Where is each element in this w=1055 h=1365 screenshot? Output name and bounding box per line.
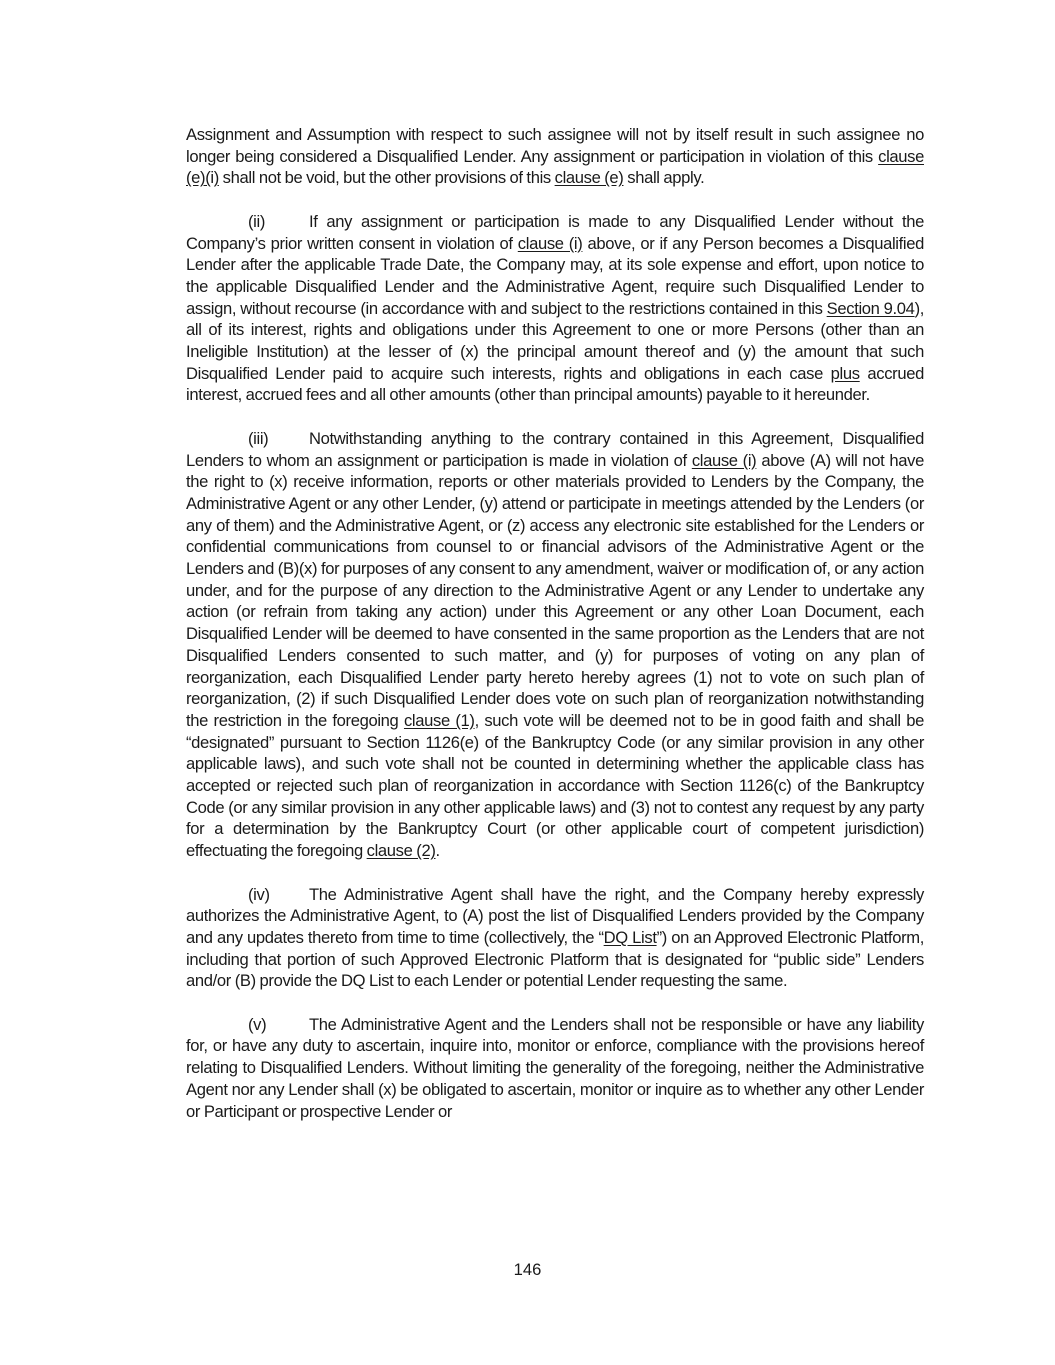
paragraph-label: (iv) — [248, 884, 270, 904]
text-run: The Administrative Agent and the Lenders shall not be responsible or have any liability for, or have any duty to ascertain, inquire into, monitor or enforce, compliance with the provisions hereof relating to Disqualified Lenders. Without limiting the generality of the foregoing, neither the Administrative Agent nor any Lender shall (x) be obligated to ascertain, monitor or inquire as to whether any other Lender or Participant or prospective Lender or — [186, 1014, 924, 1121]
text-run: ), all of its interest, rights and obligations under this Agreement to one or more Persons (other than an Ineligible Institution) at the lesser of (x) the principal amount thereof and (y) the amount that such Disqualified Lender paid to acquire such interests, rights and obligations in each case — [186, 298, 924, 383]
paragraph-continuation — [186, 124, 924, 189]
clause-reference: clause (1) — [403, 710, 475, 730]
defined-term: DQ List — [603, 927, 657, 947]
text-run: above (A) will not have the right to (x) receive information, reports or other materials provided to Lenders by the Company, the Administrative Agent or any other Lender, (y) attend or participate in meetings attended by the Lenders (or any of them) and the Administrative Agent, or (z) access any electronic site established for the Lenders or confidential communications from counsel to or financial advisors of the Administrative Agent or the Lenders and (B)(x) for purposes of any consent to any amendment, waiver or modification of, or any action under, and for the purpose of any direction to the Administrative Agent or any Lender to undertake any action (or refrain from taking any action) under this Agreement or any other Loan Document, each Disqualified Lender will be deemed to have consented in the same proportion as the Lenders that are not Disqualified Lenders consented to such matter, and (y) for purposes of voting on any plan of reorganization, each Disqualified Lender party hereto hereby agrees (1) not to vote on such plan of reorganization, (2) if such Disqualified Lender does vote on such plan of reorganization notwithstanding the restriction in the foregoing — [186, 450, 924, 730]
clause-reference: clause (2) — [366, 841, 436, 861]
text-run: Assignment and Assumption with respect to such assignee will not by itself result in such assignee no longer being considered a Disqualified Lender. Any assignment or participation in violation of this — [186, 125, 924, 166]
clause-reference: clause (i) — [517, 233, 583, 253]
paragraph-iv — [186, 884, 924, 993]
paragraph-label: (v) — [248, 1014, 267, 1034]
section-reference: Section 9.04 — [826, 298, 915, 318]
paragraph-label: (ii) — [248, 211, 266, 231]
emphasis-term: plus — [830, 363, 860, 383]
text-run: shall not be void, but the other provisions of this — [218, 168, 555, 188]
text-run: shall apply. — [623, 168, 705, 188]
clause-reference: clause (e)(i) — [186, 146, 924, 188]
paragraph-v — [186, 1014, 924, 1123]
paragraph-ii — [186, 211, 924, 406]
text-run: ”) on an Approved Electronic Platform, including that portion of such Approved Electronic Platform that is designated for “public side” Lenders and/or (B) provide the DQ List to each Lender or potential Lender requesting the same. — [186, 927, 924, 991]
text-run: above, or if any Person becomes a Disqualified Lender after the applicable Trade Date, the Company may, at its sole expense and effort, upon notice to the applicable Disqualified Lender and the Administrative Agent, require such Disqualified Lender to assign, without recourse (in accordance with and subject to the restrictions contained in this — [186, 233, 924, 318]
text-run: If any assignment or participation is made to any Disqualified Lender without the Company’s prior written consent in violation of — [186, 211, 924, 253]
document-body — [186, 124, 924, 1144]
clause-reference: clause (i) — [691, 450, 757, 470]
text-run: accrued interest, accrued fees and all other amounts (other than principal amounts) payable to it hereunder. — [186, 363, 924, 405]
paragraph-label: (iii) — [248, 428, 269, 448]
text-run: , such vote will be deemed not to be in good faith and shall be “designated” pursuant to Section 1126(e) of the Bankruptcy Code (or any similar provision in any other applicable laws), and such vote shall not be counted in determining whether the applicable class has accepted or rejected such plan of reorganization in accordance with Section 1126(c) of the Bankruptcy Code (or any similar provision in any other applicable laws) and (3) not to contest any request by any party for a determination by the Bankruptcy Court (or other applicable court of competent jurisdiction) effectuating the foregoing — [186, 710, 924, 861]
text-run: Notwithstanding anything to the contrary contained in this Agreement, Disqualified Lenders to whom an assignment or participation is made in violation of — [186, 428, 924, 470]
page-number: 146 — [513, 1260, 542, 1279]
text-run: . — [435, 841, 440, 861]
clause-reference: clause (e) — [554, 168, 624, 188]
paragraph-iii — [186, 428, 924, 862]
text-run: The Administrative Agent shall have the right, and the Company hereby expressly authorizes the Administrative Agent, to (A) post the list of Disqualified Lenders provided by the Company and any updates thereto from time to time (collectively, the “ — [186, 884, 924, 947]
